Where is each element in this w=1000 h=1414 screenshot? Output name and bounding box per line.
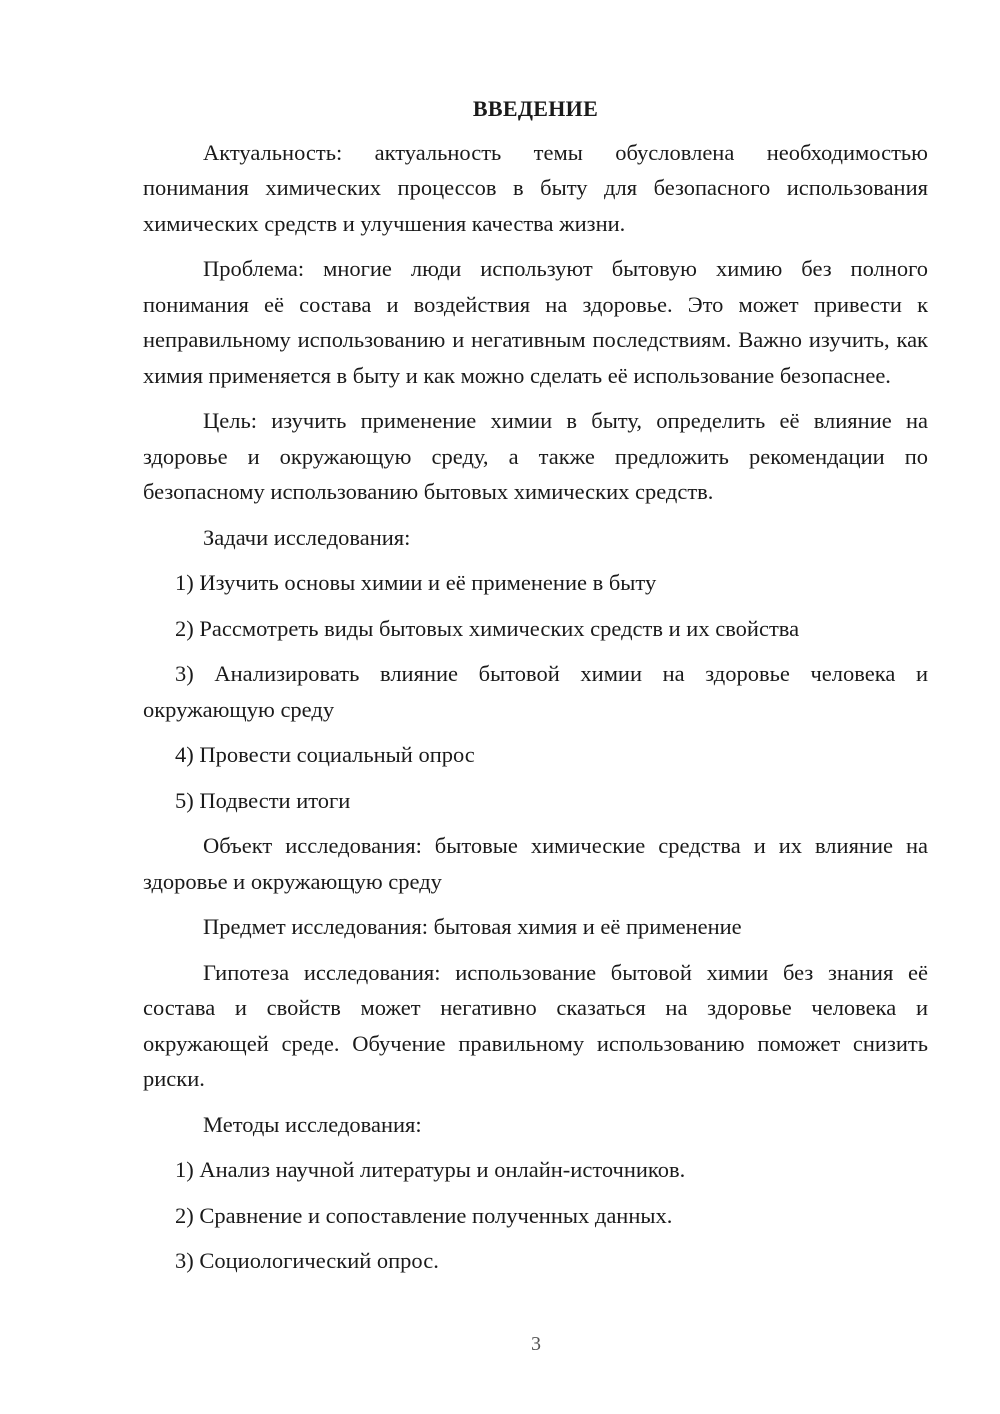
task-item: 5) Подвести итоги <box>175 787 351 813</box>
problem-paragraph: Проблема: многие люди используют бытовую химию без полного понимания её состава и воздействия на здоровье. Это может привести к неправильному использованию и негативным последствиям. Важно изучить, как химия применяется в быту и как можно сделать её использование безопаснее. <box>143 256 928 388</box>
hypothesis-paragraph: Гипотеза исследования: использование бытовой химии без знания её состава и свойств может негативно сказаться на здоровье человека и окружающей среде. Обучение правильному использованию поможет снизить риски. <box>143 959 928 1091</box>
method-item: 2) Сравнение и сопоставление полученных данных. <box>175 1202 673 1228</box>
subject-paragraph: Предмет исследования: бытовая химия и её применение <box>203 914 742 939</box>
section-title: ВВЕДЕНИЕ <box>472 96 599 121</box>
task-item: 1) Изучить основы химии и её применение в быту <box>175 570 657 595</box>
page-content <box>143 91 928 1289</box>
method-item: 3) Социологический опрос. <box>175 1248 439 1273</box>
goal-paragraph: Цель: изучить применение химии в быту, определить её влияние на здоровье и окружающую среду, а также предложить рекомендации по безопасному использованию бытовых химических средств. <box>143 408 928 504</box>
task-item: 2) Рассмотреть виды бытовых химических средств и их свойства <box>175 615 800 641</box>
method-item: 1) Анализ научной литературы и онлайн-источников. <box>175 1157 686 1182</box>
object-paragraph: Объект исследования: бытовые химические средства и их влияние на здоровье и окружающую среду <box>143 833 928 894</box>
relevance-paragraph: Актуальность: актуальность темы обусловлена необходимостью понимания химических процессов в быту для безопасного использования химических средств и улучшения качества жизни. <box>143 139 928 236</box>
task-item: 4) Провести социальный опрос <box>175 742 475 767</box>
page-number: 3 <box>531 1333 541 1355</box>
methods-heading: Методы исследования: <box>203 1111 422 1137</box>
tasks-heading: Задачи исследования: <box>203 524 411 550</box>
task-item: 3) Анализировать влияние бытовой химии на здоровье человека и окружающую среду <box>143 661 928 722</box>
